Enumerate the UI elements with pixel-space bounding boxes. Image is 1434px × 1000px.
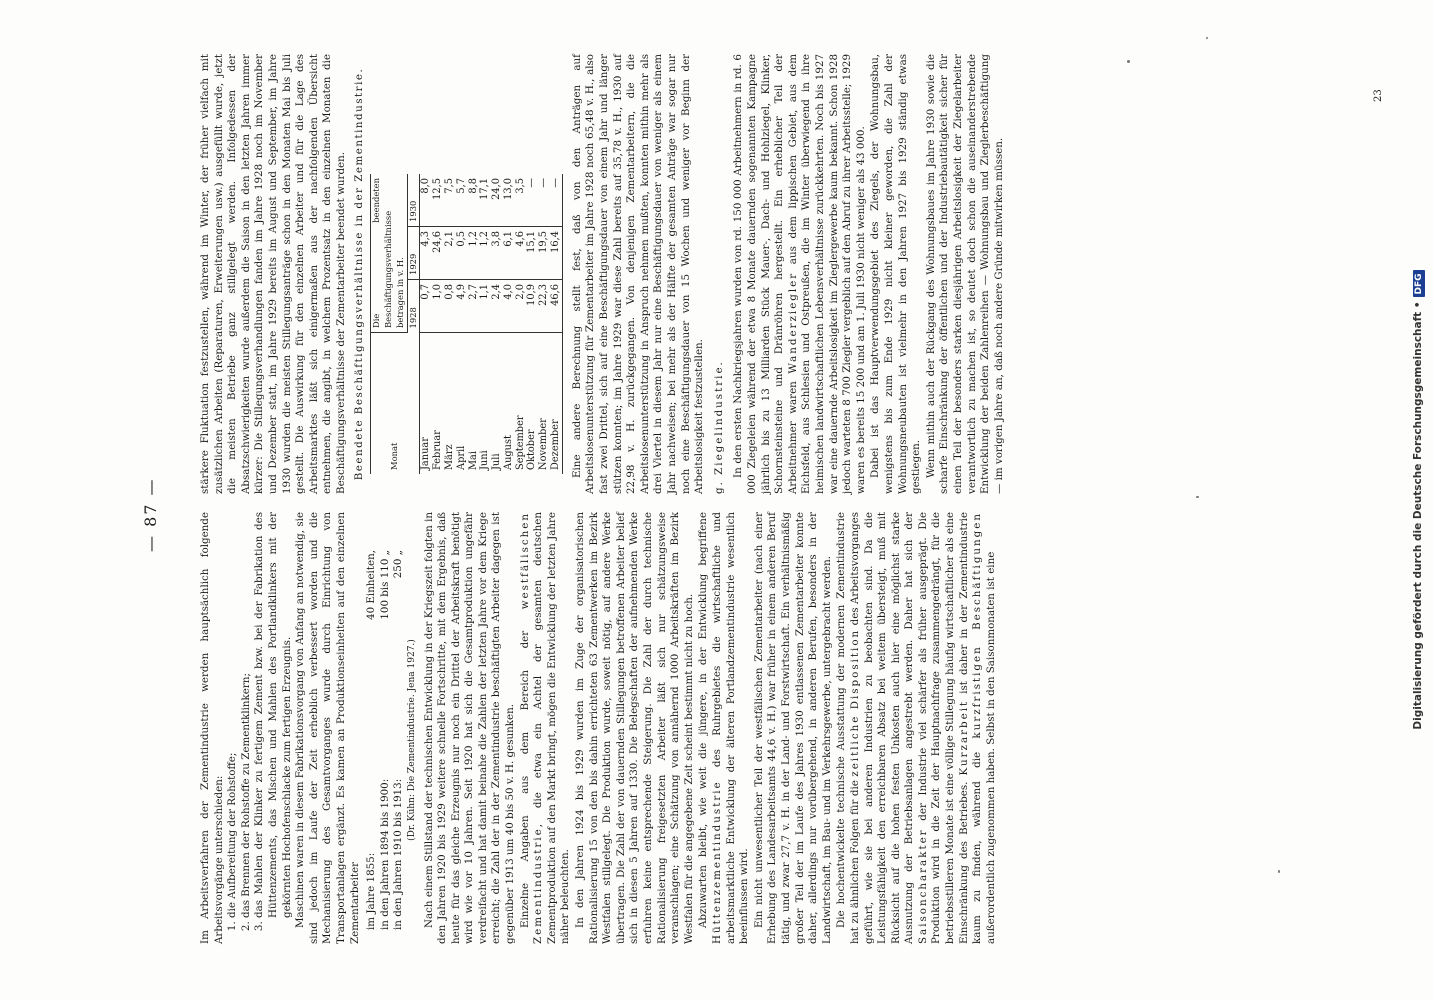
emphasized-term: Kurzarbeit <box>957 699 970 776</box>
figure-period: im Jahre 1855: <box>365 852 378 930</box>
text-run: Einzelne Angaben aus dem Bereich der <box>518 630 531 928</box>
percent-cell: 4,0 <box>503 280 515 333</box>
percent-cell: 19,5 <box>538 227 550 280</box>
figure-value: 250 „ <box>392 550 405 579</box>
table-row <box>491 174 503 474</box>
text-run: ist daher in der Zementindustrie kaum zu finden, während die <box>957 512 984 944</box>
percent-cell: 3,5 <box>515 174 527 227</box>
paragraph: In den Jahren 1924 bis 1929 wurden im Zuge der organisatorischen Rationalisierung 15 von den bis dahin errichteten 63 Zementwerken im Bezirk Westfalen stillgelegt. Die Produktion wurde, soweit nötig, auf andere Werke übertragen. Die Zahl der von dauernden Stillegungen betroffenen Arbeiter belief sich in diesen 5 Jahren auf 1330. Die Belegschaften der aufnehmenden Werke erfuhren keine entsprechende Steigerung. Die Zahl der durch technische Rationalisierung freigesetzten Arbeiter läßt sich nur schätzungsweise veranschlagen; eine Schätzung von annähernd 1000 Arbeitskräften im Bezirk Westfalen für die angegebene Zeit scheint bestimmt nicht zu hoch. <box>574 512 695 944</box>
figure-row <box>392 550 406 930</box>
text-run: die etwa ein Achtel der gesamten deutschen Zementproduktion auf den Markt bringt, mögen die Entwicklung der letzten Jahre näher beleuchten. <box>532 512 572 944</box>
year-column-header: 1928 <box>407 280 420 333</box>
emphasized-term: zeitliche Disposition <box>848 628 861 777</box>
emphasized-term: Wanderziegler <box>786 271 799 374</box>
percent-cell: 16,4 <box>550 227 562 280</box>
text-run: des Ruhrgebietes die wirtschaftliche und arbeitsmarktliche Entwicklung der älteren Portlandzementindustrie wesentlich beeinflussen wird. <box>710 511 751 944</box>
table-row <box>468 174 480 474</box>
month-cell: Oktober <box>526 429 538 470</box>
text-run: Abzuwarten bleibt, wie weit die jüngere, in der Entwicklung begriffene <box>697 512 710 928</box>
figure-row <box>379 550 393 930</box>
percent-cell: 13,0 <box>503 174 515 227</box>
percent-cell: 1,1 <box>479 280 491 333</box>
percent-cell: 6,1 <box>503 227 515 280</box>
month-cell: Juli <box>491 453 503 470</box>
page-number: — 87 — <box>141 477 160 552</box>
percent-cell: 0,5 <box>456 227 468 280</box>
digitization-watermark <box>1411 120 1425 880</box>
month-cell: Februar <box>432 430 444 470</box>
left-column <box>199 512 998 944</box>
month-cell: November <box>538 418 550 470</box>
percent-cell: 0,7 <box>420 280 432 333</box>
percent-cell: 2,7 <box>468 280 480 333</box>
month-cell: Januar <box>420 437 432 470</box>
table-row <box>503 174 515 474</box>
figure-value: 100 bis 110 „ <box>378 550 391 620</box>
text-run: In den ersten Nachkriegsjahren wurden von rd. 150 000 Arbeitnehmern in rd. 6 000 Ziegeleien während der etwa 8 Monate dauernden sogenannten Kampagne jährlich bis zu 13 Milliarden Stück Mauer-, Dach- und Hohlziegel, Klinker, Schornsteinsteine und Dränröhren hergestellt. Ein erheblicher Teil der Arbeitnehmer waren <box>732 54 799 494</box>
scan-speck <box>1206 37 1208 39</box>
month-cell: September <box>514 415 526 470</box>
table-row <box>456 174 468 474</box>
printer-signature: 23 <box>1373 89 1384 102</box>
emphasized-term: Hüttenzementindustrie <box>710 780 723 944</box>
emphasized-term: kurzfristigen Beschäftigungen <box>971 512 984 739</box>
table-header-row <box>371 174 407 474</box>
paragraph: Im Arbeitsverfahren der Zementindustrie werden hauptsächlich folgende Arbeitsvorgänge unterschieden: <box>199 512 225 944</box>
paragraph: Maschinen waren in diesem Fabrikationsvorgang von Anfang an notwendig, sie sind jedoch im Laufe der Zeit erheblich verbessert worden und die Mechanisierung des Gesamtvorganges wurde durch Einrichtung von Transportanlagen ergänzt. Es kamen an Produktionseinheiten auf den einzelnen Zementarbeiter <box>294 512 361 944</box>
paragraph: stärkere Fluktuation festzustellen, während im Winter, der früher vielfach mit zusätzlichen Arbeiten (Reparaturen, Erweiterungen usw.) ausgefüllt wurde, jetzt die meisten Betriebe ganz stillgelegt werden. Infolgedessen der Absatzschwierigkeiten wurde außerdem die Saison in den letzten Jahren immer kürzer: Die Stillegungsverhandlungen fanden im Jahre 1928 noch im November und Dezember statt, im Jahre 1929 bereits im August und September, im Jahre 1930 wurden die meisten Stillegungsanträge schon in den Monaten Mai bis Juli gestellt. Die Auswirkung für den einzelnen Arbeiter und für die Lage des Arbeitsmarktes läßt sich einigermaßen aus der nachfolgenden Übersicht entnehmen, die angibt, in welchem Prozentsatz in den einzelnen Monaten die Beschäftigungsverhältnisse der Zementarbeiter beendet wurden. <box>199 54 347 494</box>
percent-cell: 24,0 <box>491 174 503 227</box>
figure-row <box>365 550 379 930</box>
text-run: des Arbeitsvorganges geführt, wie sie bei anderen Industrien zu beobachten sind. Da die Leistungsfähigkeit den erreichbaren Absatz bei weitem übersteigt, muß mit Rücksicht auf die hohen festen Unkosten auch hier eine möglichst starke Ausnutzung der Betriebsanlagen angestrebt werden. Daher hat sich der <box>848 511 916 944</box>
text-run: aus dem lippischen Gebiet, aus dem Eichsfeld, aus Schlesien und Ostpreußen, die im Winter überwiegend in ihre heimischen landwirtschaftlichen Lebensverhältnisse zurückkehrten. Noch bis 1927 war eine dauernde Arbeitslosigkeit im Zieglergewerbe kaum bekannt. Schon 1928 jedoch warteten 8 700 Ziegler vergeblich auf den Abruf zu ihrer Arbeitsstelle; 1929 waren es bereits 15 200 und am 1. Juli 1930 nicht weniger als 43 000. <box>786 54 867 494</box>
percent-cell: 15,1 <box>526 227 538 280</box>
right-column <box>199 54 1006 494</box>
terminated-employment-table <box>370 174 563 474</box>
figure-value: 40 Einheiten, <box>365 550 378 620</box>
percent-cell: 5,7 <box>456 174 468 227</box>
month-cell: April <box>455 445 467 470</box>
table-body <box>420 174 563 474</box>
percent-cell: 1,2 <box>479 227 491 280</box>
percent-cell: 46,6 <box>550 280 562 333</box>
percent-cell: 4,6 <box>515 227 527 280</box>
percent-cell: 24,6 <box>432 227 444 280</box>
year-column-header: 1930 <box>407 174 420 227</box>
percent-cell: 2,0 <box>515 280 527 333</box>
percent-cell: 2,1 <box>444 227 456 280</box>
percent-cell: 22,3 <box>538 280 550 333</box>
emphasized-term: westfälischen Zementindustrie, <box>518 512 545 944</box>
table-row <box>432 174 444 474</box>
month-cell: Dezember <box>550 333 562 475</box>
percent-cell: 17,1 <box>479 174 491 227</box>
list-item: 1. die Aufbereitung der Rohstoffe; <box>226 512 240 918</box>
watermark-text: Digitalisierung gefördert durch die Deutsche Forschungsgemeinschaft • <box>1412 301 1424 730</box>
paragraph: Ein nicht unwesentlicher Teil der westfälischen Zementarbeiter (nach einer Erhebung des Landesarbeitsamts 44,6 v. H.) war früher in einem anderen Beruf tätig, und zwar 27,7 v. H. in der Land- und Forstwirtschaft. Ein verhältnismäßig großer Teil der im Laufe des Jahres 1930 entlassenen Zementarbeiter konnte daher, allerdings nur vorübergehend, in anderen Berufen, besonders in der Landwirtschaft, im Bau- und im Verkehrsgewerbe, untergebracht werden. <box>752 512 833 944</box>
paragraph <box>697 512 751 944</box>
percent-cell: 7,5 <box>444 174 456 227</box>
paragraph <box>732 54 868 494</box>
percent-cell: 2,4 <box>491 280 503 333</box>
table-row <box>550 174 562 474</box>
paragraph: Nach einem Stillstand der technischen Entwicklung in der Kriegszeit folgten in den Jahren 1920 bis 1929 weitere schnelle Fortschritte, mit dem Ergebnis, daß heute für das gleiche Erzeugnis nur noch ein Drittel der Arbeitskraft benötigt wird wie vor 10 Jahren. Seit 1920 hat sich die Gesamtproduktion ungefähr verdreifacht und hat damit beinahe die Zahlen der letzten Jahre vor dem Kriege erreicht; die Zahl der in der Zementindustrie beschäftigten Arbeiter dagegen ist gegenüber 1913 um 40 bis 50 v. H. gesunken. <box>422 512 517 944</box>
table-row <box>515 174 527 474</box>
table-row <box>420 174 432 474</box>
month-cell: Juni <box>479 450 491 470</box>
month-cell: März <box>443 444 455 470</box>
percent-cell: 10,9 <box>526 280 538 333</box>
paragraph <box>835 512 998 944</box>
month-cell: Mai <box>467 450 479 470</box>
figure-period: in den Jahren 1910 bis 1913: <box>392 778 405 930</box>
table-row <box>479 174 491 474</box>
group-column-header: Die beendeten Beschäftigungsverhältnisse betragen in v. H. <box>371 174 407 333</box>
month-column-header: Monat <box>371 333 420 475</box>
percent-cell: 1,2 <box>468 227 480 280</box>
text-run: außerordentlich zugenommen haben. Selbst in den Saisonmonaten ist eine <box>984 551 997 944</box>
percent-cell: 3,8 <box>491 227 503 280</box>
scan-speck <box>1278 870 1280 873</box>
table-caption: Beendete Beschäftigungsverhältnisse in der Zementindustrie. <box>352 67 365 481</box>
year-column-header: 1929 <box>407 227 420 280</box>
percent-cell: — <box>538 174 550 227</box>
paragraph: Wenn mithin auch der Rückgang des Wohnungsbaues im Jahre 1930 sowie die scharfe Einschränkung der öffentlichen und der Industriebautätigkeit sicher für einen Teil der besonders starken diesjährigen Arbeitslosigkeit der Ziegelarbeiter verantwortlich zu machen ist, so deutet doch schon die auseinanderstrebende Entwicklung der beiden Zahlenreihen — Wohnungsbau und Zieglerbeschäftigung — im vorigen Jahre an, daß noch andere Gründe mitwirken müssen. <box>924 54 1005 494</box>
table-row <box>444 174 456 474</box>
percent-cell: — <box>526 174 538 227</box>
table-row <box>526 174 538 474</box>
production-units-figures <box>365 550 419 930</box>
percent-cell: 4,3 <box>420 227 432 280</box>
scan-speck <box>1196 496 1199 498</box>
list-item: 3. das Mahlen der Klinker zu fertigem Zement bzw. bei der Fabrikation des Hüttenzements, das Mischen und Mahlen des Portlandklinkers mit der gekörnten Hochofenschlacke zum fertigen Erzeugnis. <box>253 512 294 918</box>
paragraph: Dabei ist das Hauptverwendungsgebiet des Ziegels, der Wohnungsbau, wenigstens bis zum Ende 1929 nicht kleiner geworden, die Zahl der Wohnungsneubauten ist vielmehr in den Jahren 1927 bis 1929 ständig etwas gestiegen. <box>869 54 923 494</box>
percent-cell: — <box>550 174 562 227</box>
paragraph <box>519 512 573 944</box>
scan-speck <box>1127 60 1130 63</box>
percent-cell: 1,0 <box>432 280 444 333</box>
figures-source: (Dr. Kühn: Die Zementindustrie. Jena 1927.) <box>406 639 417 841</box>
paragraph: Eine andere Berechnung stellt fest, daß von den Anträgen auf Arbeitslosenunterstützung für Zementarbeiter im Jahre 1928 noch 65,48 v. H., also fast zwei Drittel, sich auf eine Beschäftigungsdauer von einem Jahr und länger stützen konnten; im Jahre 1929 war diese Zahl bereits auf 35,78 v. H., 1930 auf 22,98 v. H. zurückgegangen. Von denjenigen Zementarbeitern, die die Arbeitslosenunterstützung in Anspruch nehmen mußten, konnten mithin mehr als drei Viertel in diesem Jahr nur eine Beschäftigungsdauer von weniger als einem Jahr nachweisen; bei mehr als der Hälfte der gesamten Anträge war sogar nur noch eine Beschäftigungsdauer von 15 Wochen und weniger vor Beginn der Arbeitslosigkeit festzustellen. <box>570 54 706 494</box>
list-item: 2. das Brennen der Rohstoffe zu Zementklinkern; <box>240 512 254 918</box>
month-cell: August <box>502 435 514 470</box>
rotated-page <box>105 24 1395 972</box>
text-run: Die hochentwickelte technische Ausstattung der modernen Zementindustrie hat zu ähnlichen Folgen für die <box>835 512 861 944</box>
percent-cell: 4,9 <box>456 280 468 333</box>
text-run: der Industrie viel schärfer als früher ausgeprägt. Die Produktion wird in die Zeit der Hauptnachfrage zusammengedrängt, für die betriebsstilleren Monate ist eine völlige Stillegung häufig wirtschaftlicher als eine Einschränkung des Betriebes. <box>916 512 970 944</box>
percent-cell: 8,0 <box>420 174 432 227</box>
process-steps-list <box>226 512 294 944</box>
figure-period: in den Jahren 1894 bis 1900: <box>378 778 391 930</box>
percent-cell: 0,8 <box>444 280 456 333</box>
table-row <box>538 174 550 474</box>
emphasized-term: Saisoncharakter <box>916 828 929 944</box>
percent-cell: 8,8 <box>468 174 480 227</box>
section-heading: g. Ziegelindustrie. <box>712 360 725 494</box>
percent-cell: 12,5 <box>432 174 444 227</box>
dfg-logo: DFG <box>1413 270 1425 297</box>
